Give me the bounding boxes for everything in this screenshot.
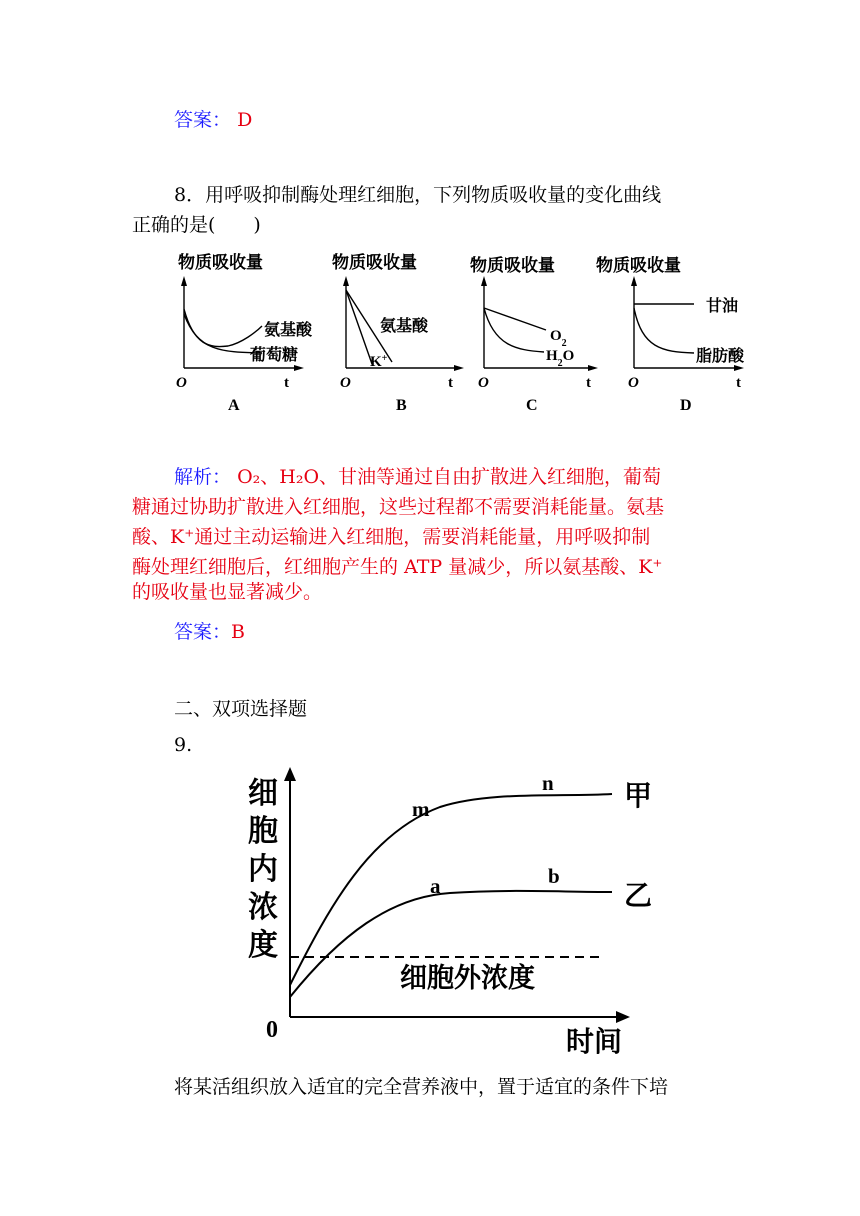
q9-ylabel-char-4: 浓 <box>248 890 278 925</box>
q9-point-m: m <box>412 797 430 821</box>
graph-a-ylabel: 物质吸收量 <box>178 253 263 273</box>
graph-c-curve-h2o <box>484 308 544 352</box>
graph-d-letter: D <box>680 397 692 414</box>
q9-ylabel-char-2: 胞 <box>248 814 278 849</box>
q9-point-b: b <box>548 864 560 888</box>
q7-answer-label: 答案： <box>174 109 232 131</box>
q9-point-n: n <box>542 771 554 795</box>
q9-stem-line1: 将某活组织放入适宜的完全营养液中，置于适宜的条件下培 <box>174 1076 669 1098</box>
q8-analysis-text-1: O₂、H₂O、甘油等通过自由扩散进入红细胞，葡萄 <box>237 466 662 488</box>
graph-d-series-2: 脂肪酸 <box>696 346 745 365</box>
q9-ylabel-char-3: 内 <box>248 852 278 887</box>
q7-answer <box>174 108 252 132</box>
q8-graph-b <box>330 246 470 416</box>
q9-curve-jia-label: 甲 <box>624 779 653 812</box>
q8-analysis-label: 解析： <box>174 466 232 488</box>
q9-curve-yi-label: 乙 <box>624 879 653 912</box>
graph-c-origin: O <box>478 375 489 391</box>
graph-c-series-2: $H_2O$ <box>546 348 575 369</box>
graph-c-ylabel: 物质吸收量 <box>470 256 555 276</box>
q8-stem-line1: 8．用呼吸抑制酶处理红细胞，下列物质吸收量的变化曲线 <box>174 184 662 206</box>
graph-d-xlabel: t <box>736 375 741 391</box>
graph-c-series-1: $O_2$ <box>550 328 567 349</box>
q9-origin: 0 <box>266 1017 278 1043</box>
q8-analysis-line3: 酸、K⁺通过主动运输进入红细胞，需要消耗能量，用呼吸抑制 <box>132 526 651 548</box>
graph-a-curve-amino <box>184 309 262 347</box>
graph-a-letter: A <box>228 397 240 414</box>
graph-a-origin: O <box>176 375 187 391</box>
graph-d-curve-fattyacid <box>634 308 694 353</box>
graph-d-ylabel: 物质吸收量 <box>596 256 681 276</box>
q8-analysis-line1 <box>174 465 661 489</box>
q7-answer-value: D <box>237 109 253 131</box>
graph-c-xlabel: t <box>586 375 591 391</box>
q9-ylabel-char-5: 度 <box>248 928 278 963</box>
q9-ylabel-char-1: 细 <box>248 776 278 811</box>
q9-number: 9. <box>174 734 193 756</box>
q8-answer <box>174 620 245 644</box>
q8-analysis-line4: 酶处理红细胞后，红细胞产生的 ATP 量减少，所以氨基酸、K⁺ <box>132 556 663 578</box>
q9-point-a: a <box>430 874 441 898</box>
q8-stem-line2: 正确的是( ) <box>132 214 261 236</box>
q8-graph-c <box>468 246 608 416</box>
graph-d-series-1: 甘油 <box>706 296 739 315</box>
graph-b-origin: O <box>340 375 351 391</box>
q9-dashed-label: 细胞外浓度 <box>400 963 535 994</box>
graph-d-origin: O <box>628 375 639 391</box>
graph-a-series-1: 氨基酸 <box>264 320 313 339</box>
graph-b-letter: B <box>396 397 407 414</box>
graph-c-letter: C <box>526 397 538 414</box>
q8-answer-label: 答案： <box>174 621 232 643</box>
q8-answer-value: B <box>231 621 245 643</box>
q8-analysis-line5: 的吸收量也显著减少。 <box>132 581 323 603</box>
q8-analysis-line2: 糖通过协助扩散进入红细胞，这些过程都不需要消耗能量。氨基 <box>132 496 665 518</box>
graph-b-series-1: 氨基酸 <box>380 316 429 335</box>
q8-graph-d <box>596 246 766 416</box>
graph-a-series-2: 葡萄糖 <box>250 345 299 364</box>
q8-graph-a <box>170 246 320 416</box>
q9-xlabel: 时间 <box>566 1025 623 1058</box>
graph-b-ylabel: 物质吸收量 <box>332 253 417 273</box>
graph-b-series-2: K+ <box>370 352 388 370</box>
q9-graph <box>240 765 670 1065</box>
graph-a-xlabel: t <box>284 375 289 391</box>
section2-title: 二、双项选择题 <box>174 698 308 720</box>
graph-b-xlabel: t <box>448 375 453 391</box>
q9-ylabel <box>248 776 278 963</box>
graph-c-line-o2 <box>484 308 546 330</box>
graph-b-line-k <box>346 290 372 364</box>
